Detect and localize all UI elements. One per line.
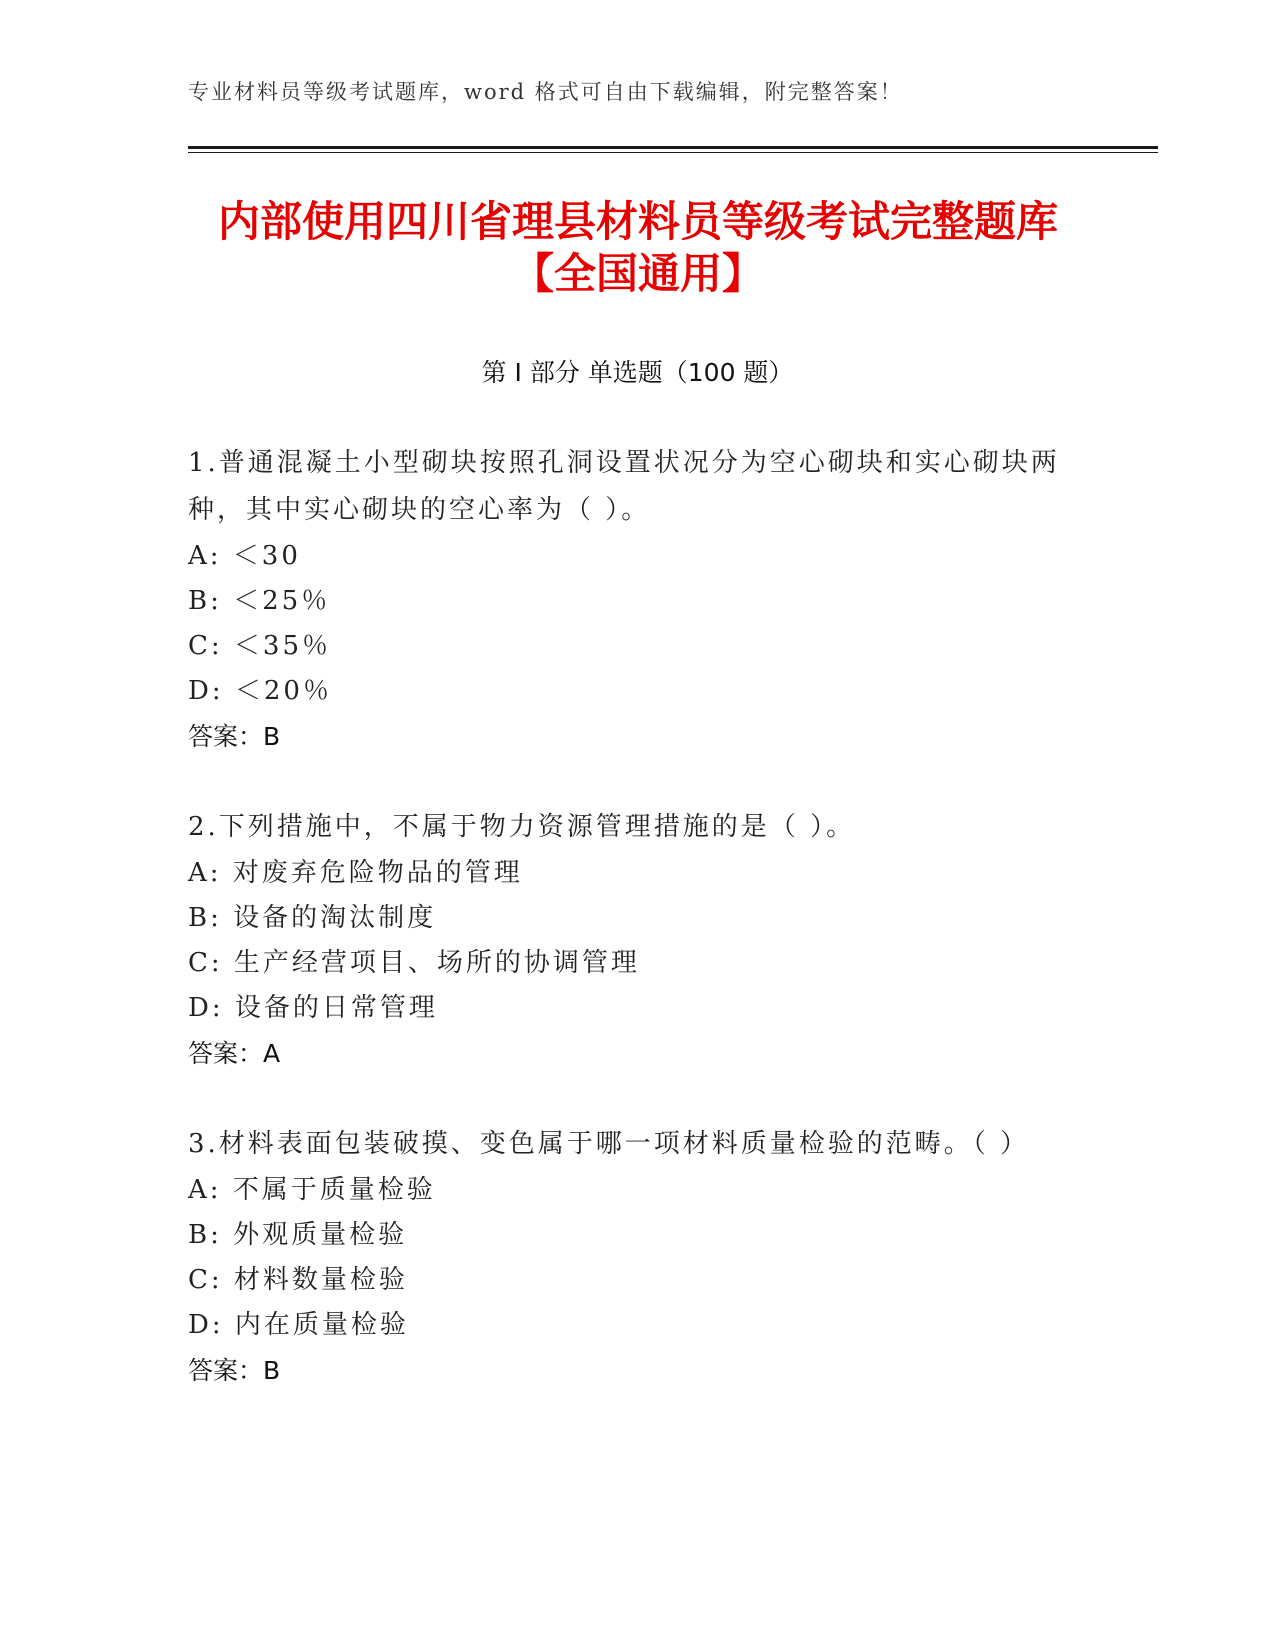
option-b: B: 外观质量检验 [188,1220,408,1250]
answer: 答案：A [188,1039,281,1068]
question-list [188,440,1088,1438]
option-d: D: 设备的日常管理 [188,993,438,1023]
question-stem: 3.材料表面包装破摸、变色属于哪一项材料质量检验的范畴。（ ） [188,1129,1030,1159]
option-b: B: 设备的淘汰制度 [188,903,437,933]
question-stem: 1.普通混凝土小型砌块按照孔洞设置状况分为空心砌块和实心砌块两种，其中实心砌块的空心率为（ ）。 [188,448,1060,525]
option-d: D: ＜20％ [188,676,332,706]
header-note: 专业材料员等级考试题库，word 格式可自由下载编辑，附完整答案！ [188,80,903,104]
question-stem: 2.下列措施中，不属于物力资源管理措施的是（ ）。 [188,812,856,842]
option-a: A: ＜30 [188,541,301,571]
section-title: 第 I 部分 单选题（100 题） [481,358,794,387]
option-a: A: 不属于质量检验 [188,1175,436,1205]
header-rule-thick [188,146,1158,149]
option-c: C: 生产经营项目、场所的协调管理 [188,948,640,978]
option-d: D: 内在质量检验 [188,1310,409,1340]
answer: 答案：B [188,722,281,751]
question-3 [188,1121,1088,1393]
question-2 [188,804,1088,1076]
option-c: C: 材料数量检验 [188,1265,408,1295]
option-a: A: 对废弃危险物品的管理 [188,858,523,888]
header-rule-thin [188,152,1158,153]
document-title: 内部使用四川省理县材料员等级考试完整题库【全国通用】 [217,197,1058,298]
option-c: C: ＜35％ [188,631,332,661]
question-1 [188,440,1088,759]
option-b: B: ＜25％ [188,586,331,616]
answer: 答案：B [188,1356,281,1385]
